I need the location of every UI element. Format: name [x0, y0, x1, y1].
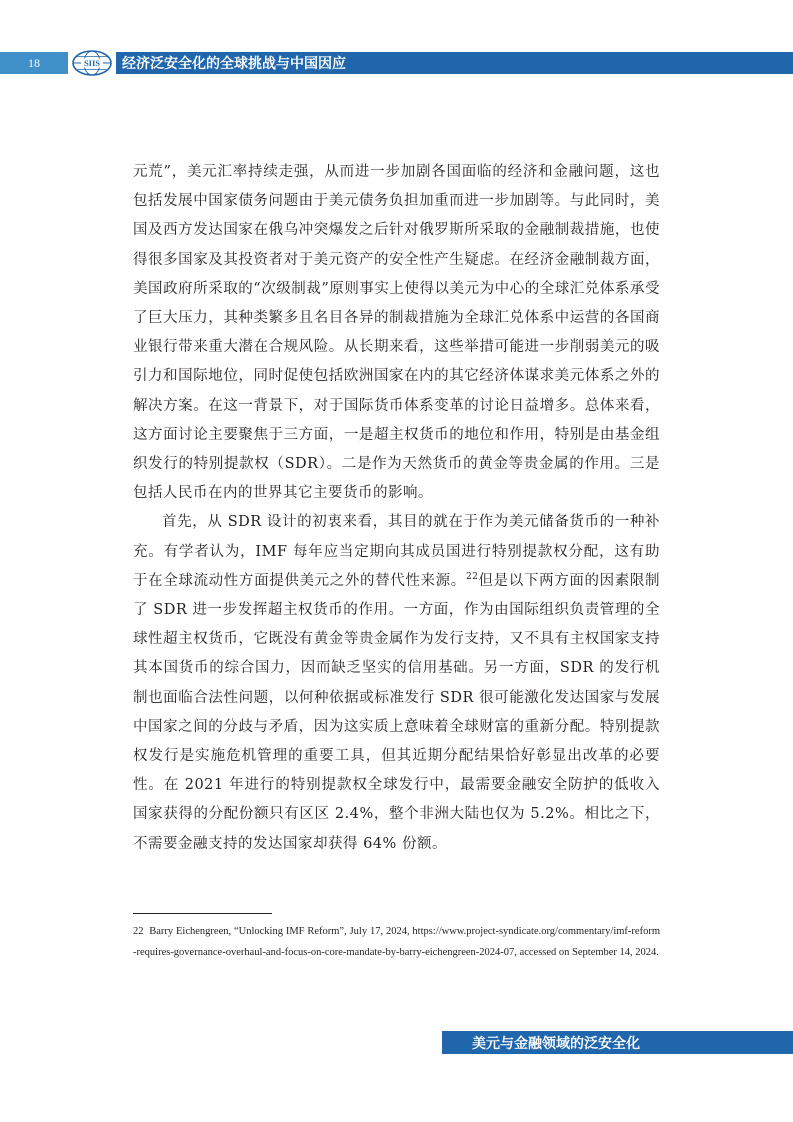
paragraph-2-part-b: 但是以下两方面的因素限制了 SDR 进一步发挥超主权货币的作用。一方面，作为由国际组织负责管理的全球性超主权货币，它既没有黄金等贵金属作为发行支持，又不具有主权国家支持其本国货币的综合国力，因而缺乏坚实的信用基础。另一方面，SDR 的发行机制也面临合法性问题，以何种依据或标准发行 SDR 很可能激化发达国家与发展中国家之间的分歧与矛盾，因为这实质上意味着全球财富的重新分配。特别提款权发行是实施危机管理的重要工具，但其近期分配结果恰好彰显出改革的必要性。在 2021 年进行的特别提款权全球发行中，最需要金融安全防护的低收入国家获得的分配份额只有区区 2.4%，整个非洲大陆也仅为 5.2%。相比之下，不需要金融支持的发达国家却获得 64% 份额。: [133, 572, 661, 852]
footnote-reference[interactable]: 22: [465, 572, 479, 583]
running-title: 经济泛安全化的全球挑战与中国因应: [116, 52, 793, 74]
logo-text: SIIS: [83, 58, 101, 68]
footnote-text: Barry Eichengreen, “Unlocking IMF Reform”, July 17, 2024, https://www.project-syndicate.org/commentary/imf-reform-requires-governance-overhaul-and-focus-on-core-mandate-by-barry-eichengreen-2024-07, accessed on September 14, 2024.: [133, 926, 660, 958]
paragraph-1: 元荒”，美元汇率持续走强，从而进一步加剧各国面临的经济和金融问题，这也包括发展中国家债务问题由于美元债务负担加重而进一步加剧等。与此同时，美国及西方发达国家在俄乌冲突爆发之后针对俄罗斯所采取的金融制裁措施，也使得很多国家及其投资者对于美元资产的安全性产生疑虑。在经济金融制裁方面，美国政府所采取的“次级制裁”原则事实上使得以美元为中心的全球汇兑体系承受了巨大压力，其种类繁多且名目各异的制裁措施为全球汇兑体系中运营的各国商业银行带来重大潜在合规风险。从长期来看，这些举措可能进一步削弱美元的吸引力和国际地位，同时促使包括欧洲国家在内的其它经济体谋求美元体系之外的解决方案。在这一背景下，对于国际货币体系变革的讨论日益增多。总体来看，这方面讨论主要聚焦于三方面，一是超主权货币的地位和作用，特别是由基金组织发行的特别提款权（SDR）。二是作为天然货币的黄金等贵金属的作用。三是包括人民币在内的世界其它主要货币的影响。: [133, 164, 660, 502]
footnote-number: 22: [133, 926, 144, 937]
paragraph-2: [133, 508, 660, 858]
paragraph-2-part-a: 首先，从 SDR 设计的初衷来看，其目的就在于作为美元储备货币的一种补充。有学者认为，IMF 每年应当定期向其成员国进行特别提款权分配，这有助于在全球流动性方面提供美元之外的替代性来源。: [133, 514, 660, 589]
page-header: [0, 52, 793, 74]
main-text: [133, 158, 660, 859]
section-footer: 美元与金融领域的泛安全化: [442, 1031, 793, 1054]
footnote-divider: [133, 913, 272, 914]
page-number: 18: [0, 52, 68, 74]
siis-logo-icon: [70, 49, 114, 77]
footnote: [133, 921, 660, 963]
